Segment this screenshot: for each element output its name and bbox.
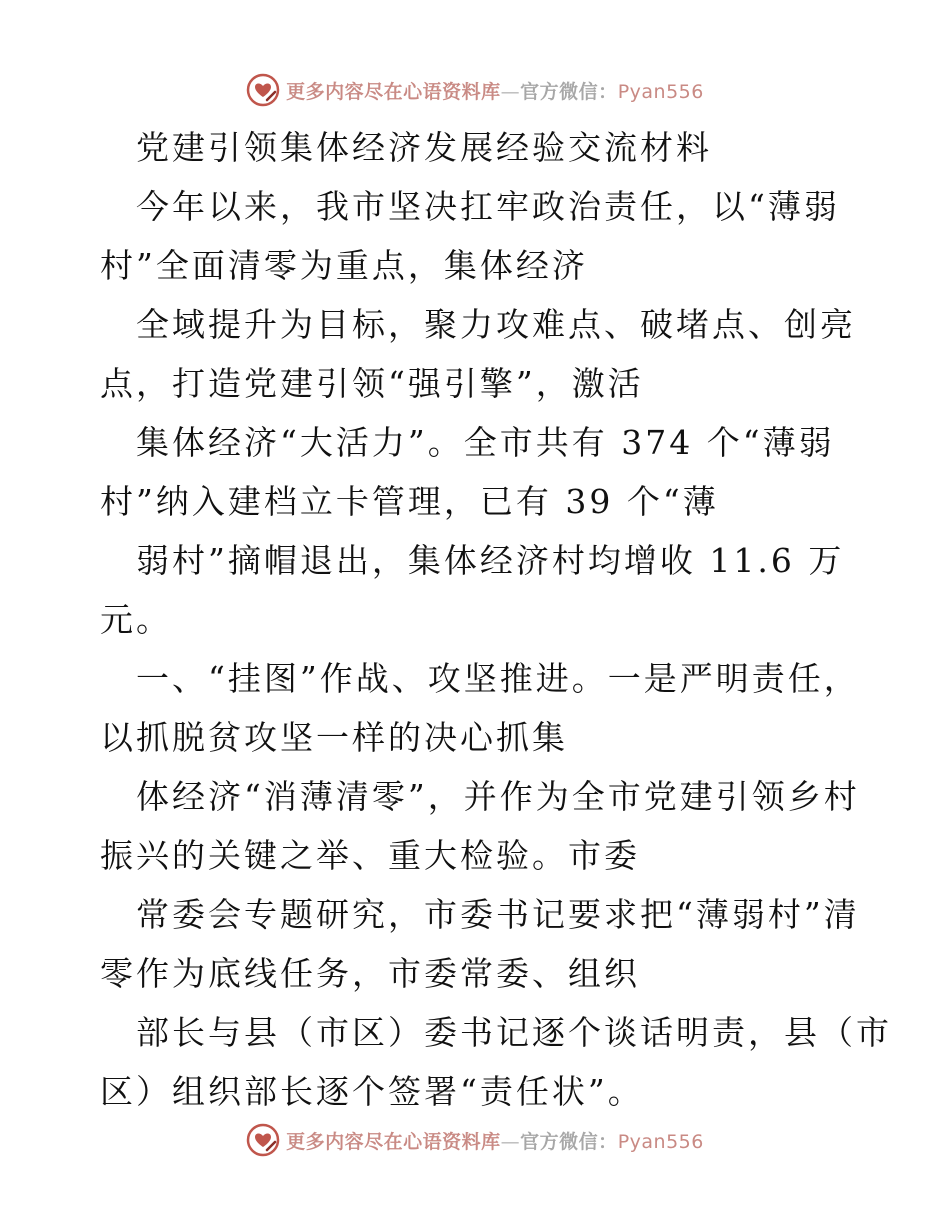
text-line: 全域提升为目标，聚力攻难点、破堵点、创亮 (136, 305, 856, 344)
banner-wechat-id: Pyan556 (617, 80, 704, 103)
text-line: 村”全面清零为重点，集体经济 (100, 246, 588, 285)
text-line: 区）组织部长逐个签署“责任状”。 (100, 1072, 644, 1111)
banner-official-label: 官方微信： (520, 80, 618, 103)
footer-banner (0, 1120, 950, 1160)
banner-separator: — (500, 80, 521, 103)
text-line: 零作为底线任务，市委常委、组织 (100, 954, 640, 993)
text-line: 元。 (100, 600, 172, 639)
text-line: 点，打造党建引领“强引擎”，激活 (100, 364, 644, 403)
text-line: 集体经济“大活力”。全市共有 374 个“薄弱 (136, 423, 835, 462)
banner-text (286, 1127, 704, 1154)
section-heading-line: 一、“挂图”作战、攻坚推进。一是严明责任， (136, 659, 860, 698)
header-banner (0, 70, 950, 110)
banner-text (286, 77, 704, 104)
text-line: 以抓脱贫攻坚一样的决心抓集 (100, 718, 568, 757)
banner-wechat-id: Pyan556 (617, 1130, 704, 1153)
heart-pen-logo-icon (246, 73, 280, 107)
text-line: 常委会专题研究，市委书记要求把“薄弱村”清 (136, 895, 860, 934)
text-line: 振兴的关键之举、重大检验。市委 (100, 836, 640, 875)
banner-slogan: 更多内容尽在心语资料库 (286, 1130, 501, 1153)
document-body (100, 118, 892, 1121)
text-line: 村”纳入建档立卡管理，已有 39 个“薄 (100, 482, 719, 521)
text-line: 今年以来，我市坚决扛牢政治责任，以“薄弱 (136, 187, 840, 226)
banner-official-label: 官方微信： (520, 1130, 618, 1153)
banner-separator: — (500, 1130, 521, 1153)
text-line: 部长与县（市区）委书记逐个谈话明责，县（市 (136, 1013, 892, 1052)
text-line: 弱村”摘帽退出，集体经济村均增收 11.6 万 (136, 541, 845, 580)
document-title: 党建引领集体经济发展经验交流材料 (136, 128, 712, 167)
text-line: 体经济“消薄清零”，并作为全市党建引领乡村 (136, 777, 860, 816)
banner-slogan: 更多内容尽在心语资料库 (286, 80, 501, 103)
heart-pen-logo-icon (246, 1123, 280, 1157)
